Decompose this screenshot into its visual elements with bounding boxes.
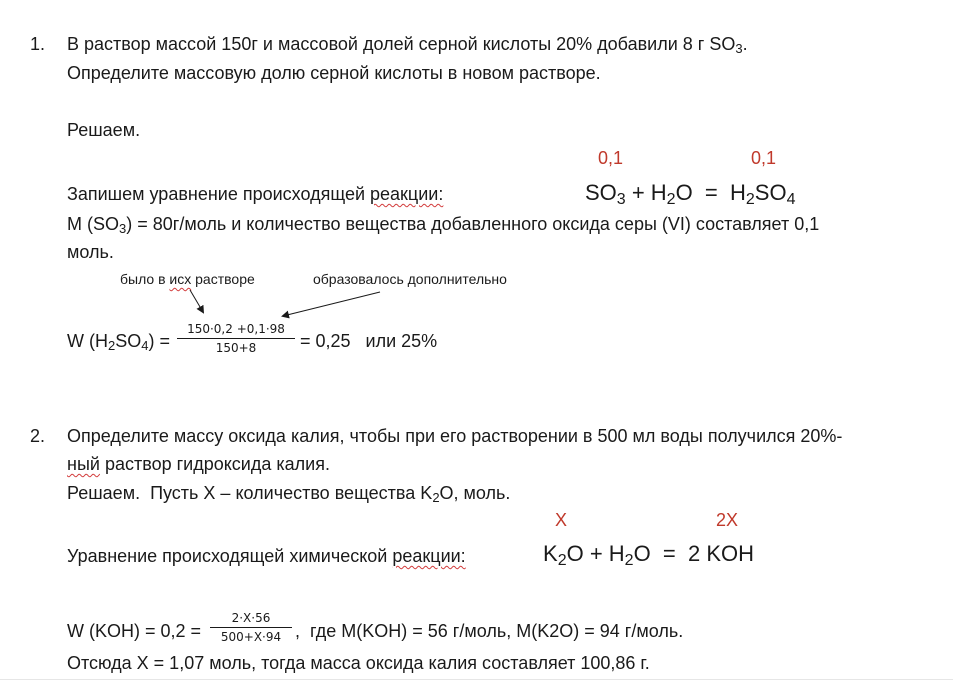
problem-2-fraction-denominator: 500+X·94 — [220, 630, 282, 644]
problem-1-molar-mass-line: M $(SO_3)$ = 80г/моль и количество вещества добавленного оксида серы (VI) составляет 0,1 — [67, 214, 820, 236]
problem-2-molar-masses: , где M(KOH) = 56 г/моль, M(K2O) = 94 г/моль. — [295, 621, 684, 641]
problem-1-statement-line1: В раствор массой 150г и массовой долей серной кислоты 20% добавили 8 г $SO_3$. — [67, 34, 748, 56]
problem-2-statement-line2: ный раствор гидроксида калия. — [67, 454, 330, 474]
annotation-formed-additionally: образовалось дополнительно — [313, 271, 507, 287]
problem-1-coef-right: 0,1 — [751, 148, 777, 168]
problem-1-fraction-denominator: 150+8 — [215, 341, 257, 355]
page-bottom-border — [0, 679, 953, 680]
problem-1-coef-left: 0,1 — [598, 148, 624, 168]
problem-2-fraction-numerator: 2·X·56 — [231, 611, 271, 625]
problem-2-statement-line1: Определите массу оксида калия, чтобы при его растворении в 500 мл воды получился 20%- — [67, 426, 843, 446]
arrow-additional — [283, 292, 380, 316]
problem-1-number: 1. — [30, 34, 46, 54]
problem-1-equation: $SO_3 + H_2O = H_2SO_4$ — [585, 180, 796, 208]
problem-1-result: = 0,25 или 25% — [300, 331, 438, 351]
problem-2-coef-left: X — [555, 510, 568, 530]
problem-2-number: 2. — [30, 426, 46, 446]
problem-1-equation-label: Запишем уравнение происходящей реакции: — [67, 184, 444, 204]
arrow-initial — [190, 290, 203, 312]
problem-2-equation: $K_2O + H_2O = 2$ KOH — [543, 541, 755, 569]
problem-1-solve-label: Решаем. — [67, 120, 141, 140]
problem-1-mass-fraction-label: W $(H_2SO_4)$ = — [67, 331, 170, 353]
problem-2-equation-label: Уравнение происходящей химической реакции: — [67, 546, 466, 566]
problem-1-fraction — [177, 322, 295, 355]
problem-2-fraction — [210, 611, 292, 644]
problem-1-statement-line2: Определите массовую долю серной кислоты в новом растворе. — [67, 63, 601, 83]
annotation-initial-solution: было в исх растворе — [120, 271, 255, 287]
problem-2-final-answer: Отсюда Х = 1,07 моль, тогда масса оксида калия составляет 100,86 г. — [67, 653, 650, 673]
problem-2-coef-right: 2X — [716, 510, 739, 530]
problem-2-mass-fraction-label: W (KOH) = 0,2 = — [67, 621, 202, 641]
problem-2-solve-label: Решаем. Пусть Х – количество вещества $K_2O$, моль. — [67, 483, 511, 505]
problem-1-fraction-numerator: 150·0,2 +0,1·98 — [187, 322, 285, 336]
problem-1-molar-mass-cont: моль. — [67, 242, 114, 262]
